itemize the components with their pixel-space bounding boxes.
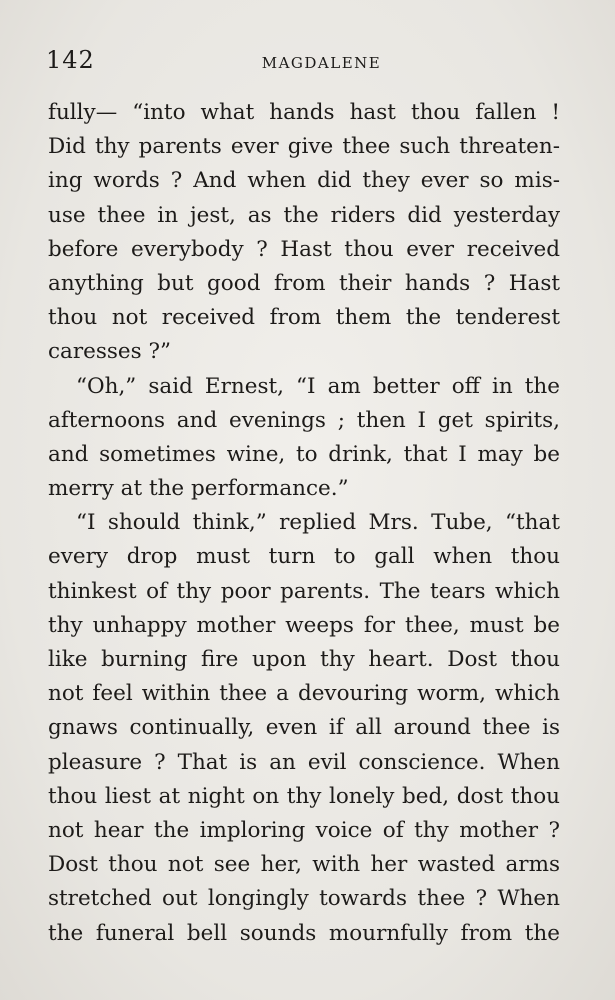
text-line: before everybody ? Hast thou ever received — [48, 236, 560, 262]
text-line: caresses ?” — [48, 339, 172, 365]
text-line: not feel within thee a devouring worm, which — [48, 681, 560, 707]
text-line: pleasure ? That is an evil conscience. When — [48, 749, 560, 775]
text-line: anything but good from their hands ? Hast — [48, 270, 560, 296]
text-line: thou liest at night on thy lonely bed, dost thou — [48, 783, 560, 809]
text-line: merry at the performance.” — [48, 476, 349, 502]
text-line: and sometimes wine, to drink, that I may be — [48, 441, 560, 467]
text-line: gnaws continually, even if all around thee is — [48, 715, 560, 741]
running-title: MAGDALENE — [261, 54, 382, 72]
text-line: Did thy parents ever give thee such threaten- — [48, 134, 560, 160]
text-line: use thee in jest, as the riders did yesterday — [48, 202, 560, 228]
text-line: fully— “into what hands hast thou fallen ! — [48, 100, 560, 125]
text-line: ing words ? And when did they ever so mis- — [48, 168, 560, 194]
text-line: thy unhappy mother weeps for thee, must be — [48, 612, 560, 638]
text-line: “Oh,” said Ernest, “I am better off in the — [76, 373, 560, 399]
text-line: the funeral bell sounds mournfully from the — [48, 920, 560, 946]
page-number: 142 — [46, 46, 95, 74]
text-line: afternoons and evenings ; then I get spirits, — [48, 407, 560, 433]
text-line: like burning fire upon thy heart. Dost thou — [48, 647, 560, 672]
text-line: Dost thou not see her, with her wasted arms — [48, 852, 560, 878]
text-line: “I should think,” replied Mrs. Tube, “that — [76, 510, 560, 536]
text-line: not hear the imploring voice of thy mother ? — [48, 817, 560, 843]
page-header — [46, 46, 557, 76]
text-line: every drop must turn to gall when thou — [48, 544, 560, 570]
text-line: thinkest of thy poor parents. The tears which — [48, 578, 560, 604]
text-line: stretched out longingly towards thee ? When — [48, 886, 560, 912]
body-text — [48, 96, 560, 951]
text-line: thou not received from them the tenderest — [48, 305, 560, 331]
